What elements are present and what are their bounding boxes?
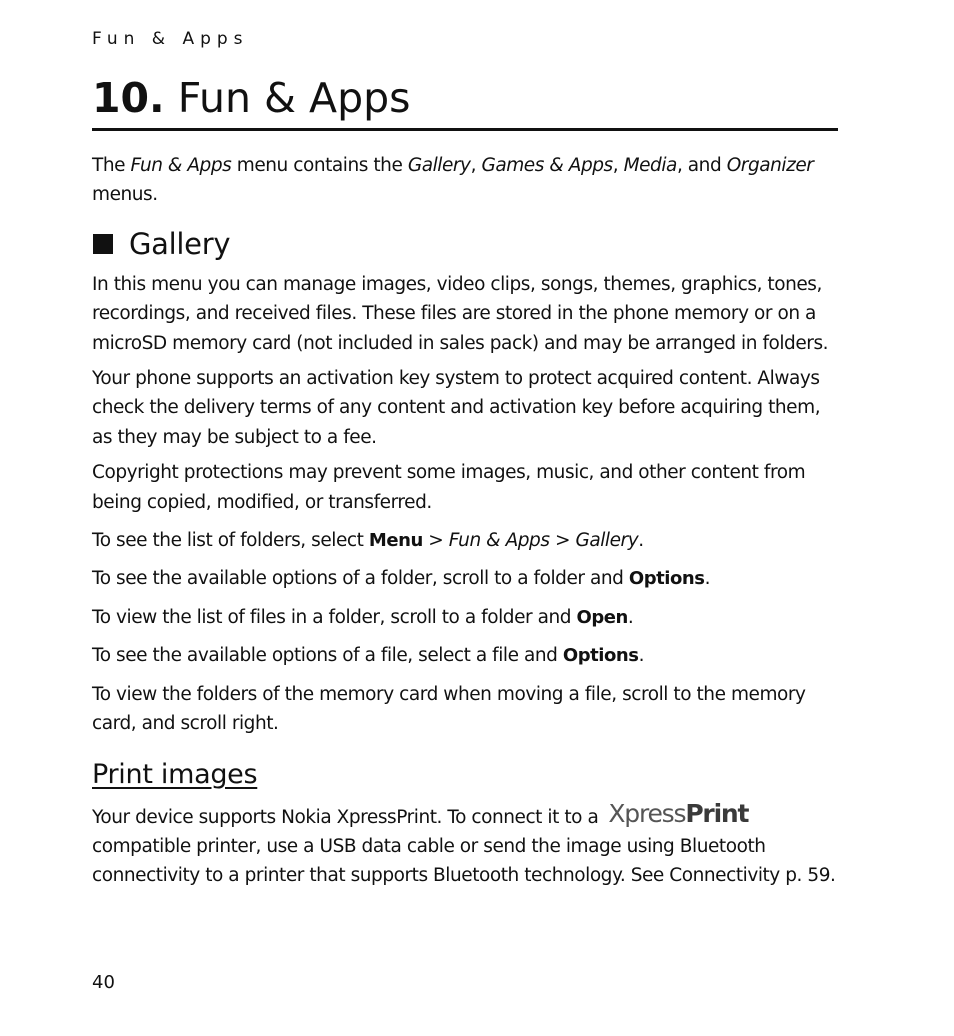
- gallery-step-5: To view the folders of the memory card when moving a file, scroll to the memory card, and scroll right.: [92, 683, 806, 735]
- step-text: To see the list of folders, select: [92, 530, 369, 552]
- step-text: .: [704, 568, 711, 590]
- ui-label-options: Options: [628, 568, 705, 590]
- intro-text: ,: [612, 155, 624, 176]
- intro-menu-fun-apps: Fun & Apps: [130, 155, 232, 176]
- gallery-step-2: [92, 564, 838, 593]
- gallery-step-1: [92, 526, 838, 555]
- section-heading-gallery: [92, 224, 838, 264]
- intro-menu-gallery: Gallery: [407, 155, 471, 176]
- print-text: Your device supports Nokia XpressPrint. To connect it to a: [92, 806, 599, 828]
- step-text: To see the available options of a file, select a file and: [92, 645, 563, 667]
- gallery-paragraph-2: Your phone supports an activation key system to protect acquired content. Always check the delivery terms of any content and activation key before acquiring them, as they may be subject to a fee.: [92, 368, 821, 448]
- step-text: To see the available options of a folder, scroll to a folder and: [92, 568, 629, 590]
- step-text: >: [422, 530, 449, 552]
- intro-text: menu contains the: [231, 155, 408, 176]
- xpressprint-logo: [608, 798, 749, 828]
- chapter-title-text: Fun & Apps: [177, 74, 411, 122]
- intro-text: , and: [676, 155, 727, 176]
- chapter-number: 10.: [92, 74, 165, 122]
- gallery-step-4: [92, 641, 838, 670]
- gallery-step-3: [92, 603, 838, 632]
- page-number: 40: [92, 972, 115, 993]
- gallery-paragraph-1: In this menu you can manage images, video clips, songs, themes, graphics, tones, recordings, and received files. These files are stored in the phone memory or on a microSD memory card (not included in sales pack) and may be arranged in folders.: [92, 273, 829, 354]
- intro-paragraph: [92, 151, 838, 210]
- intro-text: The: [92, 155, 131, 176]
- logo-text-bold: Print: [685, 798, 749, 828]
- intro-menu-games-apps: Games & Apps: [481, 155, 613, 176]
- step-text: .: [627, 606, 634, 628]
- intro-menu-organizer: Organizer: [726, 155, 814, 176]
- step-text: >: [549, 530, 576, 552]
- intro-text: menus.: [92, 184, 158, 206]
- step-text: To view the list of files in a folder, scroll to a folder and: [92, 606, 577, 628]
- running-header: Fun & Apps: [92, 29, 249, 49]
- step-text: .: [638, 530, 644, 552]
- ui-label-open: Open: [576, 606, 628, 628]
- intro-text: ,: [470, 155, 482, 176]
- section-heading-text: Gallery: [129, 226, 231, 261]
- step-text: .: [638, 645, 645, 667]
- intro-menu-media: Media: [623, 155, 677, 176]
- square-bullet-icon: [93, 234, 113, 254]
- gallery-paragraph-3: Copyright protections may prevent some images, music, and other content from being copied, modified, or transferred.: [92, 462, 806, 513]
- print-images-paragraph: [92, 798, 838, 891]
- ui-label-options: Options: [562, 645, 639, 667]
- menu-path-fun-apps: Fun & Apps: [448, 530, 550, 552]
- subsection-heading-print-images: Print images: [92, 758, 258, 790]
- ui-label-menu: Menu: [368, 530, 423, 552]
- logo-text-light: Xpress: [608, 798, 686, 828]
- menu-path-gallery: Gallery: [575, 530, 639, 552]
- print-text: compatible printer, use a USB data cable or send the image using Bluetooth connectivity to a printer that supports Bluetooth technology. See Connectivity p. 59.: [92, 835, 836, 887]
- chapter-title: [92, 70, 838, 131]
- page-content: [92, 151, 838, 897]
